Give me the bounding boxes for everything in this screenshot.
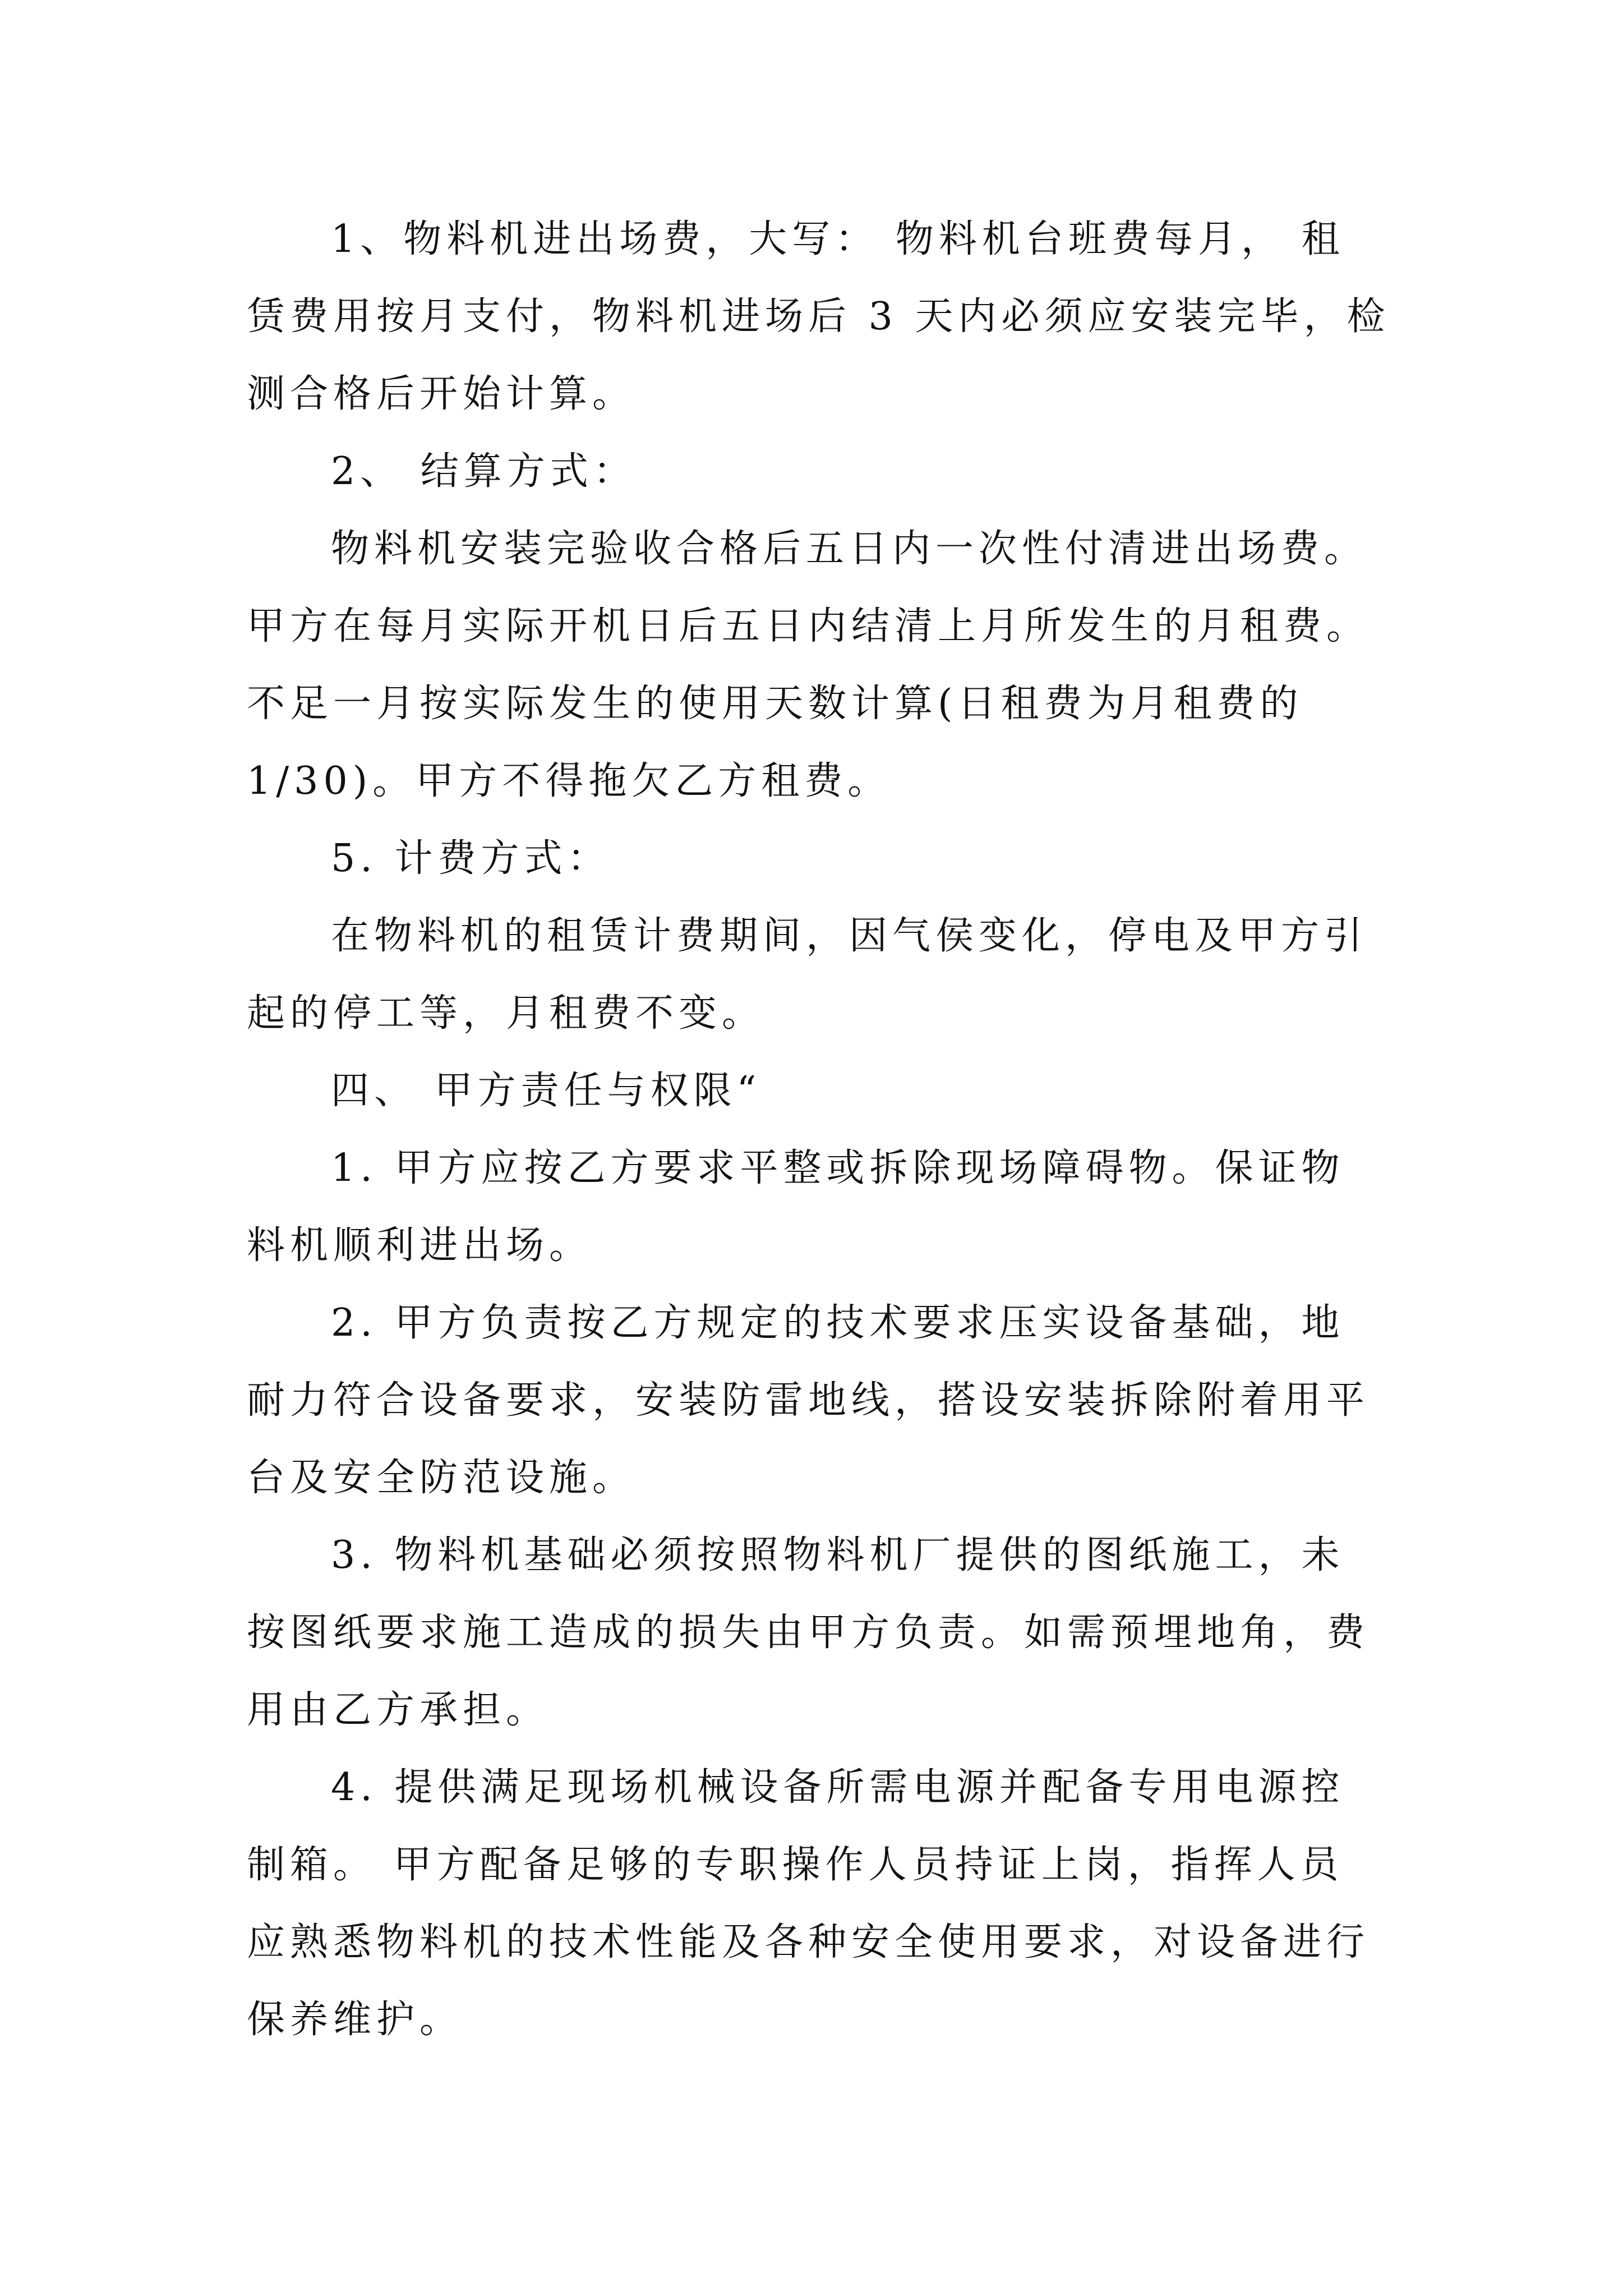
section-heading: 5. 计费方式： xyxy=(331,836,611,881)
paragraph-line: 不足一月按实际发生的使用天数计算(日租费为月租费的 xyxy=(247,682,1303,726)
paragraph-line: 甲方在每月实际开机日后五日内结清上月所发生的月租费。 xyxy=(247,604,1370,648)
paragraph-line: 料机顺利进出场。 xyxy=(247,1223,593,1268)
paragraph-line: 台及安全防范设施。 xyxy=(247,1456,636,1500)
paragraph-line: 4. 提供满足现场机械设备所需电源并配备专用电源控 xyxy=(331,1765,1345,1810)
paragraph-line: 1. 甲方应按乙方要求平整或拆除现场障碍物。保证物 xyxy=(331,1146,1345,1190)
paragraph-line: 起的停工等，月租费不变。 xyxy=(247,991,766,1036)
paragraph-line: 3. 物料机基础必须按照物料机厂提供的图纸施工，未 xyxy=(331,1533,1345,1577)
paragraph-line: 在物料机的租赁计费期间，因气侯变化，停电及甲方引 xyxy=(331,914,1368,958)
paragraph-line: 用由乙方承担。 xyxy=(247,1688,550,1732)
paragraph-line: 2. 甲方负责按乙方规定的技术要求压实设备基础，地 xyxy=(331,1301,1345,1345)
paragraph-line: 耐力符合设备要求，安装防雷地线，搭设安装拆除附着用平 xyxy=(247,1378,1370,1423)
document-body xyxy=(247,201,1391,2059)
paragraph-line: 物料机安装完验收合格后五日内一次性付清进出场费。 xyxy=(331,527,1368,571)
section-heading: 2、 结算方式： xyxy=(331,449,637,494)
paragraph-line: 赁费用按月支付，物料机进场后 3 天内必须应安装完毕，检 xyxy=(247,295,1390,339)
paragraph-line: 应熟悉物料机的技术性能及各种安全使用要求，对设备进行 xyxy=(247,1920,1370,1964)
paragraph-line: 1、物料机进出场费，大写： 物料机台班费每月， 租 xyxy=(331,217,1345,261)
paragraph-line: 制箱。 甲方配备足够的专职操作人员持证上岗，指挥人员 xyxy=(247,1843,1344,1887)
paragraph-line: 1/30)。甲方不得拖欠乙方租费。 xyxy=(247,759,891,803)
section-heading: 四、 甲方责任与权限“ xyxy=(331,1069,762,1113)
paragraph-line: 测合格后开始计算。 xyxy=(247,372,636,416)
paragraph-line: 按图纸要求施工造成的损失由甲方负责。如需预埋地角，费 xyxy=(247,1611,1370,1655)
paragraph-line: 保养维护。 xyxy=(247,1998,463,2042)
